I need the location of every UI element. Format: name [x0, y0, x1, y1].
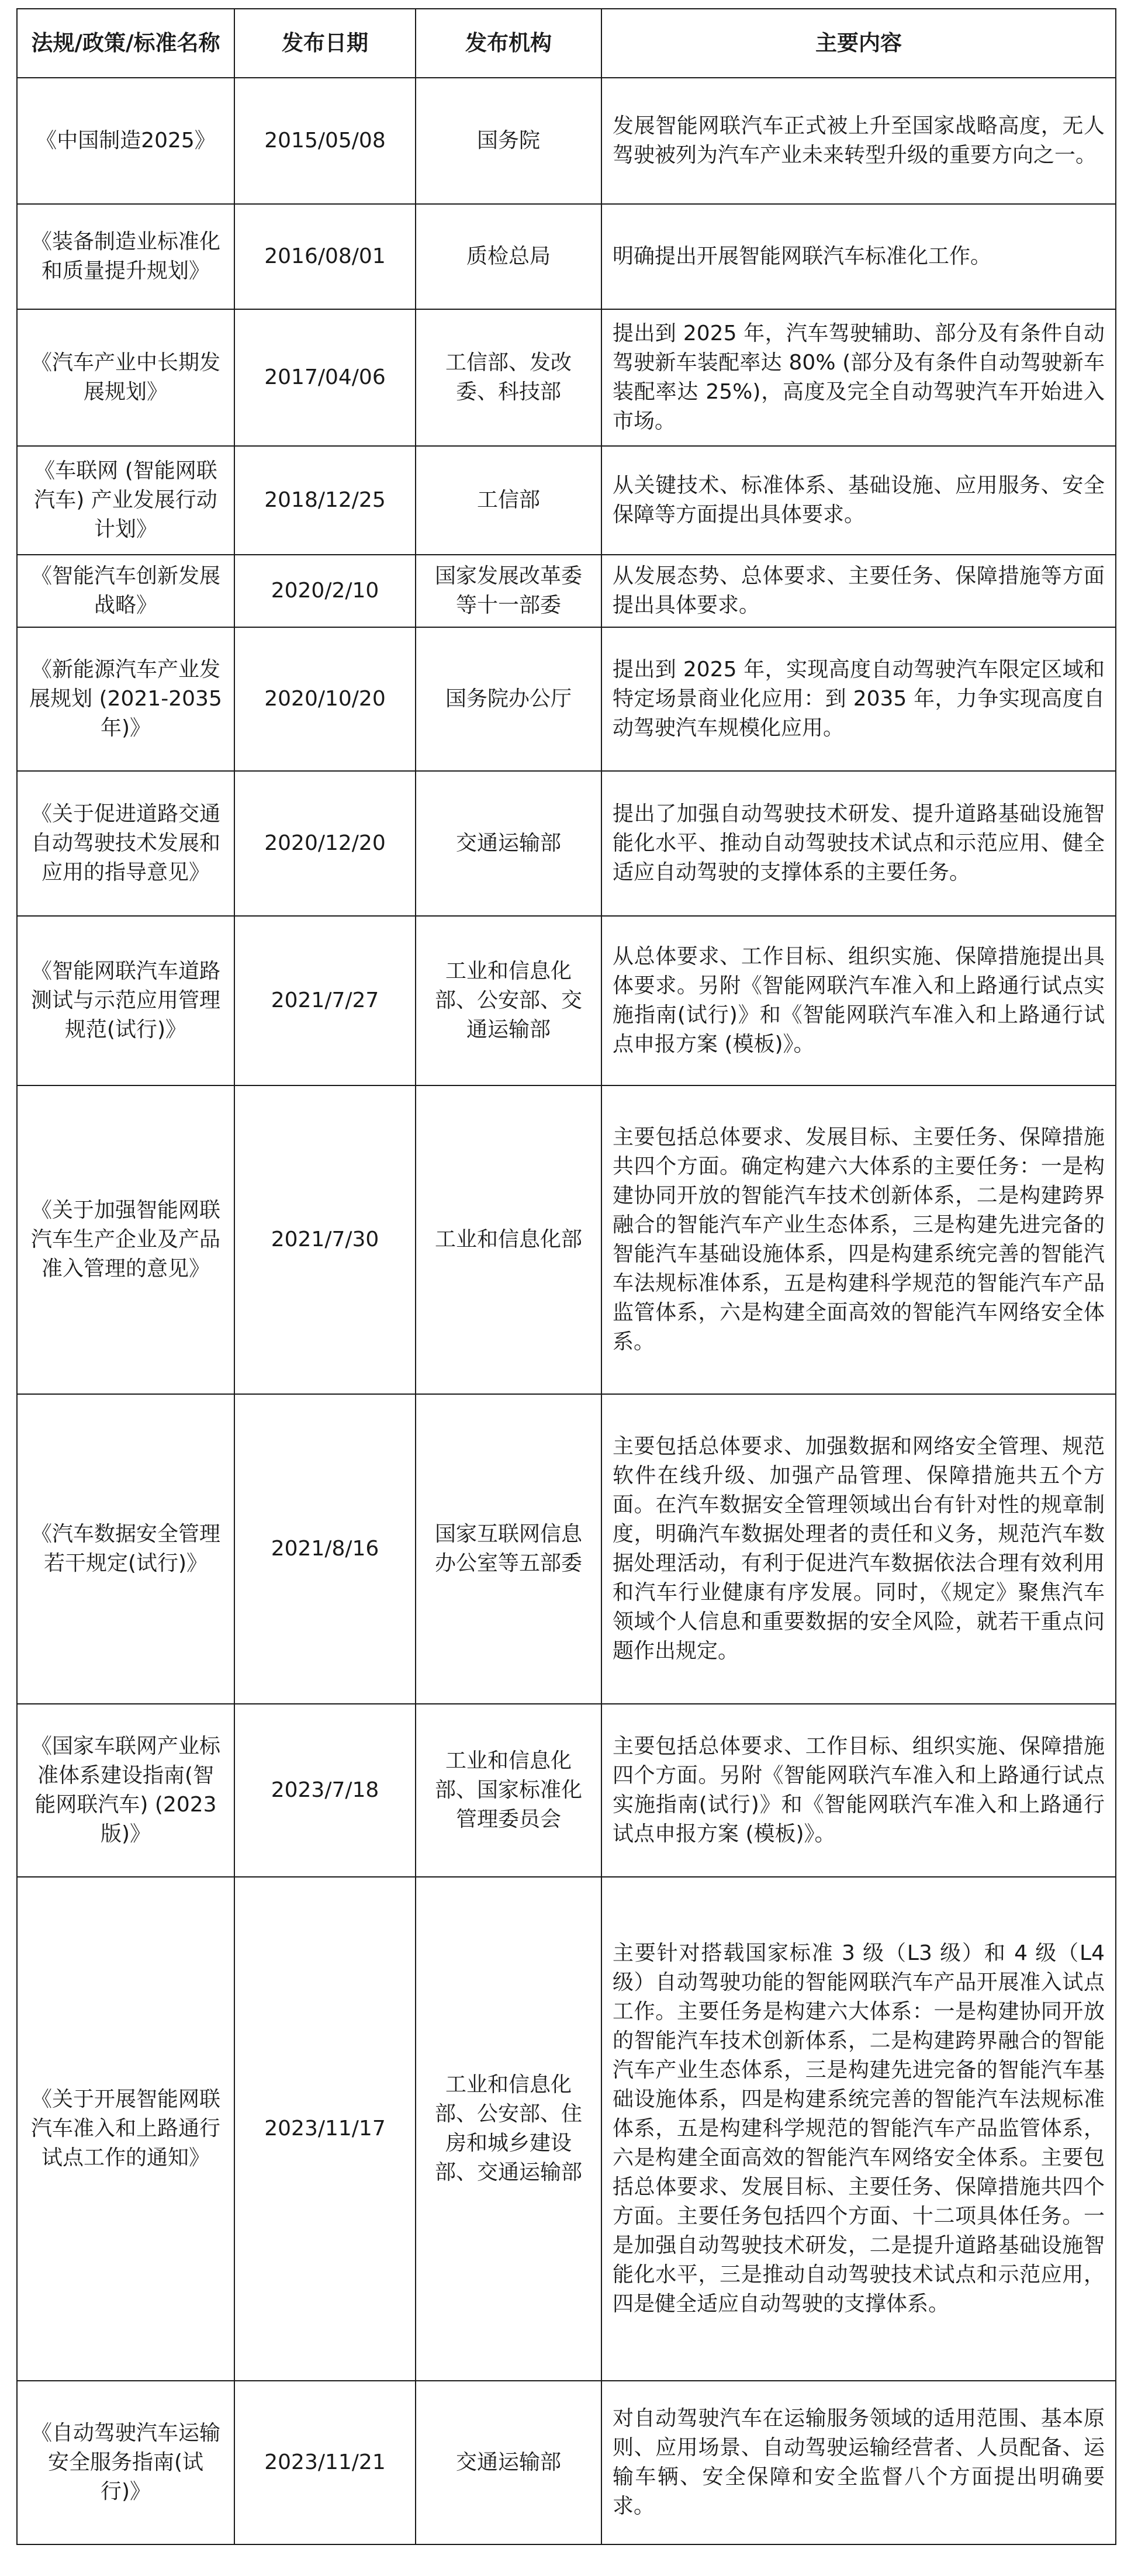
row-org: 国家互联网信息办公室等五部委 — [416, 1394, 601, 1704]
row-name: 《汽车产业中长期发展规划》 — [17, 309, 234, 446]
row-content: 提出到 2025 年，汽车驾驶辅助、部分及有条件自动驾驶新车装配率达 80% (部分及有条件自动驾驶新车装配率达 25%)，高度及完全自动驾驶汽车开始进入市场。 — [601, 309, 1116, 446]
row-name: 《新能源汽车产业发展规划 (2021-2035 年)》 — [17, 627, 234, 771]
row-date: 2020/2/10 — [234, 555, 416, 627]
row-date: 2015/05/08 — [234, 78, 416, 204]
row-content: 主要针对搭载国家标准 3 级（L3 级）和 4 级（L4 级）自动驾驶功能的智能网联汽车产品开展准入试点工作。主要任务是构建六大体系：一是构建协同开放的智能汽车技术创新体系，二是构建跨界融合的智能汽车产业生态体系，三是构建先进完备的智能汽车基础设施体系，四是构建系统完善的智能汽车法规标准体系，五是构建科学规范的智能汽车产品监管体系，六是构建全面高效的智能汽车网络安全体系。主要包括总体要求、发展目标、主要任务、保障措施共四个方面。主要任务包括四个方面、十二项具体任务。一是加强自动驾驶技术研发，二是提升道路基础设施智能化水平，三是推动自动驾驶技术试点和示范应用，四是健全适应自动驾驶的支撑体系。 — [601, 1877, 1116, 2381]
row-org: 国务院 — [416, 78, 601, 204]
row-date: 2016/08/01 — [234, 204, 416, 309]
table-row — [17, 2381, 1116, 2544]
row-name: 《关于加强智能网联汽车生产企业及产品准入管理的意见》 — [17, 1085, 234, 1394]
table-row — [17, 1085, 1116, 1394]
row-content: 主要包括总体要求、加强数据和网络安全管理、规范软件在线升级、加强产品管理、保障措施共五个方面。在汽车数据安全管理领域出台有针对性的规章制度，明确汽车数据处理者的责任和义务，规范汽车数据处理活动，有利于促进汽车数据依法合理有效利用和汽车行业健康有序发展。同时，《规定》聚焦汽车领域个人信息和重要数据的安全风险，就若干重点问题作出规定。 — [601, 1394, 1116, 1704]
row-org: 国家发展改革委等十一部委 — [416, 555, 601, 627]
table-row — [17, 1394, 1116, 1704]
row-content: 对自动驾驶汽车在运输服务领域的适用范围、基本原则、应用场景、自动驾驶运输经营者、人员配备、运输车辆、安全保障和安全监督八个方面提出明确要求。 — [601, 2381, 1116, 2544]
row-name: 《关于开展智能网联汽车准入和上路通行试点工作的通知》 — [17, 1877, 234, 2381]
row-date: 2023/11/21 — [234, 2381, 416, 2544]
row-name: 《国家车联网产业标准体系建设指南(智能网联汽车) (2023 版)》 — [17, 1704, 234, 1877]
row-org: 工信部、发改委、科技部 — [416, 309, 601, 446]
header-content: 主要内容 — [601, 9, 1116, 78]
row-name: 《中国制造2025》 — [17, 78, 234, 204]
row-name: 《自动驾驶汽车运输安全服务指南(试行)》 — [17, 2381, 234, 2544]
row-date: 2020/10/20 — [234, 627, 416, 771]
table-row — [17, 1877, 1116, 2381]
table-row — [17, 555, 1116, 627]
row-content: 发展智能网联汽车正式被上升至国家战略高度，无人驾驶被列为汽车产业未来转型升级的重要方向之一。 — [601, 78, 1116, 204]
row-content: 提出了加强自动驾驶技术研发、提升道路基础设施智能化水平、推动自动驾驶技术试点和示范应用、健全适应自动驾驶的支撑体系的主要任务。 — [601, 771, 1116, 916]
table-row — [17, 78, 1116, 204]
row-org: 交通运输部 — [416, 2381, 601, 2544]
row-date: 2021/7/27 — [234, 916, 416, 1085]
table-row — [17, 446, 1116, 555]
row-name: 《汽车数据安全管理若干规定(试行)》 — [17, 1394, 234, 1704]
row-date: 2020/12/20 — [234, 771, 416, 916]
table-header-row — [17, 9, 1116, 78]
row-org: 工业和信息化部、国家标准化管理委员会 — [416, 1704, 601, 1877]
row-content: 从关键技术、标准体系、基础设施、应用服务、安全保障等方面提出具体要求。 — [601, 446, 1116, 555]
row-content: 明确提出开展智能网联汽车标准化工作。 — [601, 204, 1116, 309]
row-content: 提出到 2025 年，实现高度自动驾驶汽车限定区域和特定场景商业化应用：到 2035 年，力争实现高度自动驾驶汽车规模化应用。 — [601, 627, 1116, 771]
row-org: 工信部 — [416, 446, 601, 555]
row-date: 2021/8/16 — [234, 1394, 416, 1704]
table-row — [17, 309, 1116, 446]
row-org: 交通运输部 — [416, 771, 601, 916]
row-org: 质检总局 — [416, 204, 601, 309]
table-row — [17, 916, 1116, 1085]
row-date: 2018/12/25 — [234, 446, 416, 555]
header-date: 发布日期 — [234, 9, 416, 78]
row-date: 2021/7/30 — [234, 1085, 416, 1394]
row-org: 工业和信息化部、公安部、住房和城乡建设部、交通运输部 — [416, 1877, 601, 2381]
header-org: 发布机构 — [416, 9, 601, 78]
row-content: 主要包括总体要求、发展目标、主要任务、保障措施共四个方面。确定构建六大体系的主要任务：一是构建协同开放的智能汽车技术创新体系，二是构建跨界融合的智能汽车产业生态体系，三是构建先进完备的智能汽车基础设施体系，四是构建系统完善的智能汽车法规标准体系，五是构建科学规范的智能汽车产品监管体系，六是构建全面高效的智能汽车网络安全体系。 — [601, 1085, 1116, 1394]
row-name: 《车联网 (智能网联汽车) 产业发展行动计划》 — [17, 446, 234, 555]
row-date: 2023/11/17 — [234, 1877, 416, 2381]
table-row — [17, 1704, 1116, 1877]
row-org: 工业和信息化部、公安部、交通运输部 — [416, 916, 601, 1085]
row-org: 国务院办公厅 — [416, 627, 601, 771]
row-date: 2017/04/06 — [234, 309, 416, 446]
row-name: 《智能网联汽车道路测试与示范应用管理规范(试行)》 — [17, 916, 234, 1085]
row-name: 《装备制造业标准化和质量提升规划》 — [17, 204, 234, 309]
table-row — [17, 771, 1116, 916]
row-content: 从发展态势、总体要求、主要任务、保障措施等方面提出具体要求。 — [601, 555, 1116, 627]
table-row — [17, 204, 1116, 309]
row-org: 工业和信息化部 — [416, 1085, 601, 1394]
header-name: 法规/政策/标准名称 — [17, 9, 234, 78]
row-name: 《关于促进道路交通自动驾驶技术发展和应用的指导意见》 — [17, 771, 234, 916]
table-row — [17, 627, 1116, 771]
policy-table — [16, 8, 1116, 2545]
row-date: 2023/7/18 — [234, 1704, 416, 1877]
row-name: 《智能汽车创新发展战略》 — [17, 555, 234, 627]
policy-table-container — [16, 8, 1116, 2545]
row-content: 主要包括总体要求、工作目标、组织实施、保障措施四个方面。另附《智能网联汽车准入和上路通行试点实施指南(试行)》和《智能网联汽车准入和上路通行试点申报方案 (模板)》。 — [601, 1704, 1116, 1877]
row-content: 从总体要求、工作目标、组织实施、保障措施提出具体要求。另附《智能网联汽车准入和上路通行试点实施指南(试行)》和《智能网联汽车准入和上路通行试点申报方案 (模板)》。 — [601, 916, 1116, 1085]
